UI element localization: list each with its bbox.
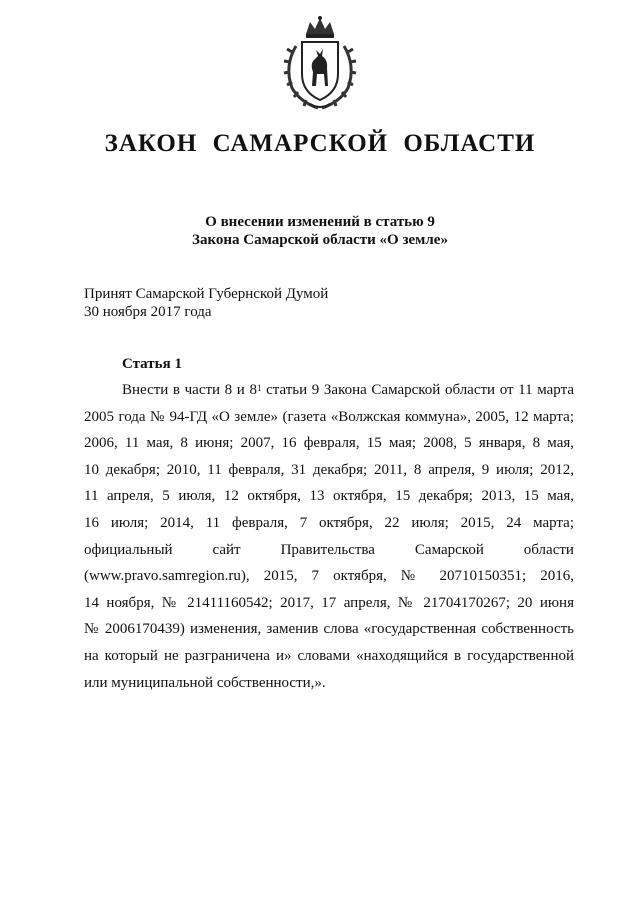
body-line-7 [84, 537, 574, 564]
body-line-4: 10 декабря; 2010, 11 февраля, 31 декабря; 2011, 8 апреля, 9 июля; 2012, [84, 461, 574, 478]
body-line-7-word-3: Правительства [280, 541, 375, 558]
adopted-date-line: 30 ноября 2017 года [84, 304, 212, 320]
superscript-one: 1 [256, 383, 262, 393]
document-title: ЗАКОН САМАРСКОЙ ОБЛАСТИ [104, 130, 536, 157]
body-line-11: на который не разграничена и» словами «находящийся в государственной [84, 647, 574, 664]
body-line-7-word-5: области [523, 541, 574, 558]
body-line-10: № 2006170439) изменения, заменив слова «государственная собственность [84, 621, 574, 638]
coat-of-arms-icon [282, 16, 358, 112]
body-line-7-word-2: сайт [212, 541, 241, 558]
body-line-9: 14 ноября, № 21411160542; 2017, 17 апреля, № 21704170267; 20 июня [84, 594, 574, 611]
article-body [84, 377, 574, 696]
body-line-5: 11 апреля, 5 июля, 12 октября, 13 октября, 15 декабря; 2013, 15 мая, [84, 488, 574, 505]
body-line-1-start: Внести в части 8 и 8 [122, 382, 257, 398]
adopted-by-line: Принят Самарской Губернской Думой [84, 286, 329, 302]
body-line-7-word-4: Самарской [414, 541, 484, 558]
document-subtitle-line-2: Закона Самарской области «О земле» [192, 232, 448, 248]
body-line-6: 16 июля; 2014, 11 февраля, 7 октября, 22 июля; 2015, 24 марта; [84, 514, 574, 531]
body-line-1 [84, 377, 574, 404]
body-line-3: 2006, 11 мая, 8 июня; 2007, 16 февраля, 15 мая; 2008, 5 января, 8 мая, [84, 435, 574, 452]
body-line-8: (www.pravo.samregion.ru), 2015, 7 октября, № 20710150351; 2016, [84, 568, 574, 585]
body-line-2: 2005 года № 94-ГД «О земле» (газета «Волжская коммуна», 2005, 12 марта; [84, 408, 574, 425]
article-heading: Статья 1 [122, 356, 182, 372]
body-line-1-end: статьи 9 Закона Самарской области от 11 марта [261, 382, 574, 398]
body-line-12: или муниципальной собственности,». [84, 674, 326, 691]
body-line-7-word-1: официальный [84, 541, 173, 558]
document-subtitle-line-1: О внесении изменений в статью 9 [205, 214, 435, 230]
